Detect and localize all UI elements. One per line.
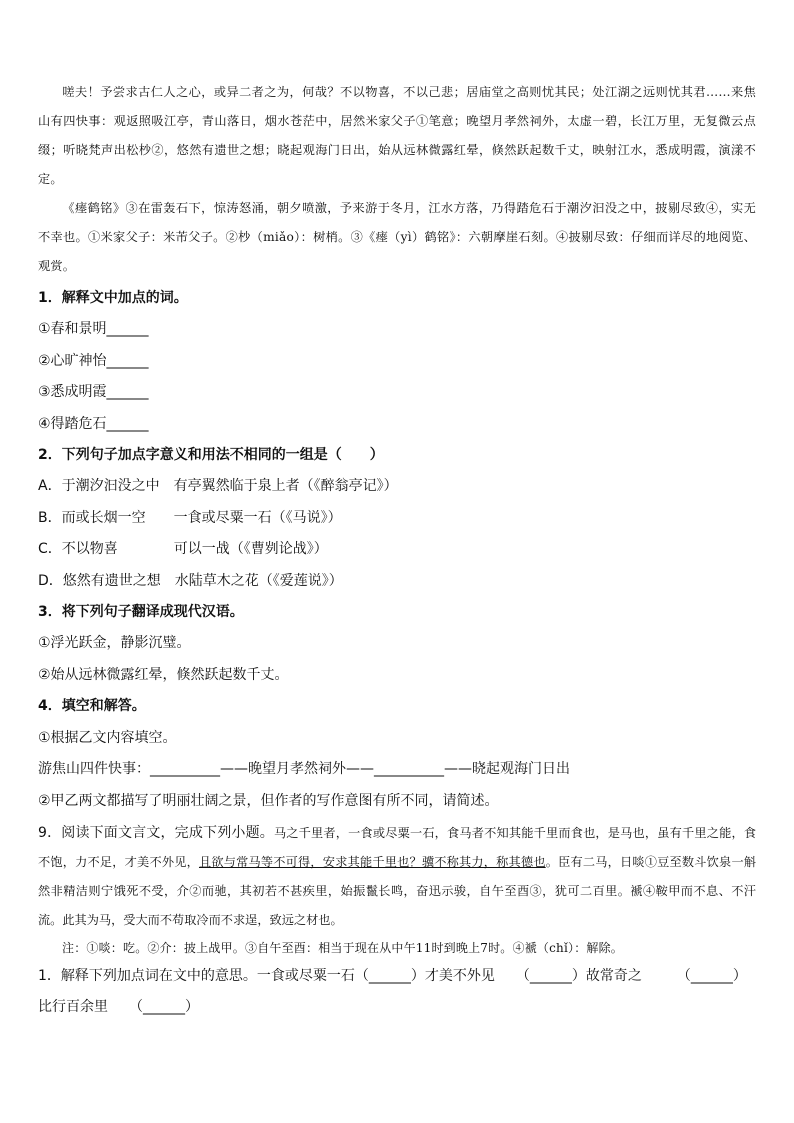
q9-text-underlined: 且欲与常马等不可得，安求其能千里也？骥不称其力，称其德也 bbox=[198, 854, 546, 869]
q4-item-2: ②甲乙两文都描写了明丽壮阔之景，但作者的写作意图有所不同，请简述。 bbox=[38, 792, 499, 809]
q9-sub1-title[interactable]: 1．解释下列加点词在文中的意思。一食或尽粟一石（______）才美不外见 （______）故常奇之 （______） bbox=[38, 967, 747, 984]
q2-title: 2．下列句子加点字意义和用法不相同的一组是（ ） bbox=[38, 447, 384, 464]
q1-item-1[interactable]: ①春和景明______ bbox=[38, 321, 149, 338]
document-page bbox=[38, 78, 756, 1024]
passage-yi-paragraph-1: 嗟夫！予尝求古仁人之心，或异二者之为，何哉？不以物喜，不以己悲；居庙堂之高则忧其民；处江湖之远则忧其君……来焦山有四快事：观返照吸江亭，青山落日，烟水苍茫中，居然米家父子①笔意；晚望月孝然祠外，太虚一碧，长江万里，无复微云点缀；听晓梵声出松杪②，悠然有遗世之想；晓起观海门日出，始从远林微露红晕，倏然跃起数千丈，映射江水，悉成明霞，演漾不定。 bbox=[38, 85, 756, 186]
q3-title: 3．将下列句子翻译成现代汉语。 bbox=[38, 604, 244, 621]
q1-title: 1．解释文中加点的词。 bbox=[38, 290, 188, 306]
q9-passage bbox=[38, 819, 756, 935]
q1-item-4[interactable]: ④得踏危石______ bbox=[38, 415, 149, 432]
passage-yi-paragraph-2: 《瘗鹤铭》③在雷轰石下，惊涛怒涌，朝夕喷激，予来游于冬月，江水方落，乃得踏危石于潮汐汩没之中，披剔尽致④，实无不幸也。①米家父子：米芾父子。②杪（miǎo）：树梢。③《瘗（yì）鹤铭》：六朝摩崖石刻。④披剔尽致：仔细而详尽的地阅览、观赏。 bbox=[38, 201, 756, 273]
q4-fill-blank[interactable]: 游焦山四件快事：__________——晚望月孝然祠外——__________——晓起观海门日出 bbox=[38, 761, 570, 778]
q9-sub1-tail[interactable]: 比行百余里 （______） bbox=[38, 999, 199, 1016]
q1-item-2[interactable]: ②心旷神怡______ bbox=[38, 352, 149, 369]
q4-title: 4．填空和解答。 bbox=[38, 698, 146, 715]
q2-option-c[interactable]: C．不以物喜 可以一战（《曹刿论战》） bbox=[38, 541, 328, 558]
q9-text-a: 马之千里者，一食或尽粟一石，食马者不知其能千里而食也，是马也，虽有千里之能，食不饱，力不足，才美不外见， bbox=[38, 825, 757, 869]
q3-item-1: ①浮光跃金，静影沉璧。 bbox=[38, 635, 191, 652]
q3-item-2: ②始从远林微露红晕，倏然跃起数千丈。 bbox=[38, 666, 289, 683]
q2-option-d[interactable]: D．悠然有遗世之想 水陆草木之花（《爱莲说》） bbox=[38, 572, 343, 589]
q1-item-3[interactable]: ③悉成明霞______ bbox=[38, 384, 149, 401]
q2-option-b[interactable]: B．而或长烟一空 一食或尽粟一石（《马说》） bbox=[38, 509, 342, 526]
q2-option-a[interactable]: A．于潮汐汩没之中 有亭翼然临于泉上者（《醉翁亭记》） bbox=[38, 478, 398, 495]
q9-text-b: 。臣有二马，日啖①豆至数斗饮泉一斛然非精洁则宁饿死不受，介②而驰，其初若不甚疾里，始振鬣长鸣，奋迅示骏，自午至酉③，犹可二百里。褫④鞍甲而不息、不汗流。此其为马，受大而不苟取冷而不求逞，致远之材也。 bbox=[38, 854, 757, 927]
q9-lead: 9．阅读下面文言文，完成下列小题。 bbox=[38, 824, 274, 841]
q9-note: 注：①啖：吃。②介：披上战甲。③自午至酉：相当于现在从中午11时到晚上7时。④褫（chǐ）：解除。 bbox=[62, 940, 623, 955]
q4-item-1: ①根据乙文内容填空。 bbox=[38, 729, 177, 746]
